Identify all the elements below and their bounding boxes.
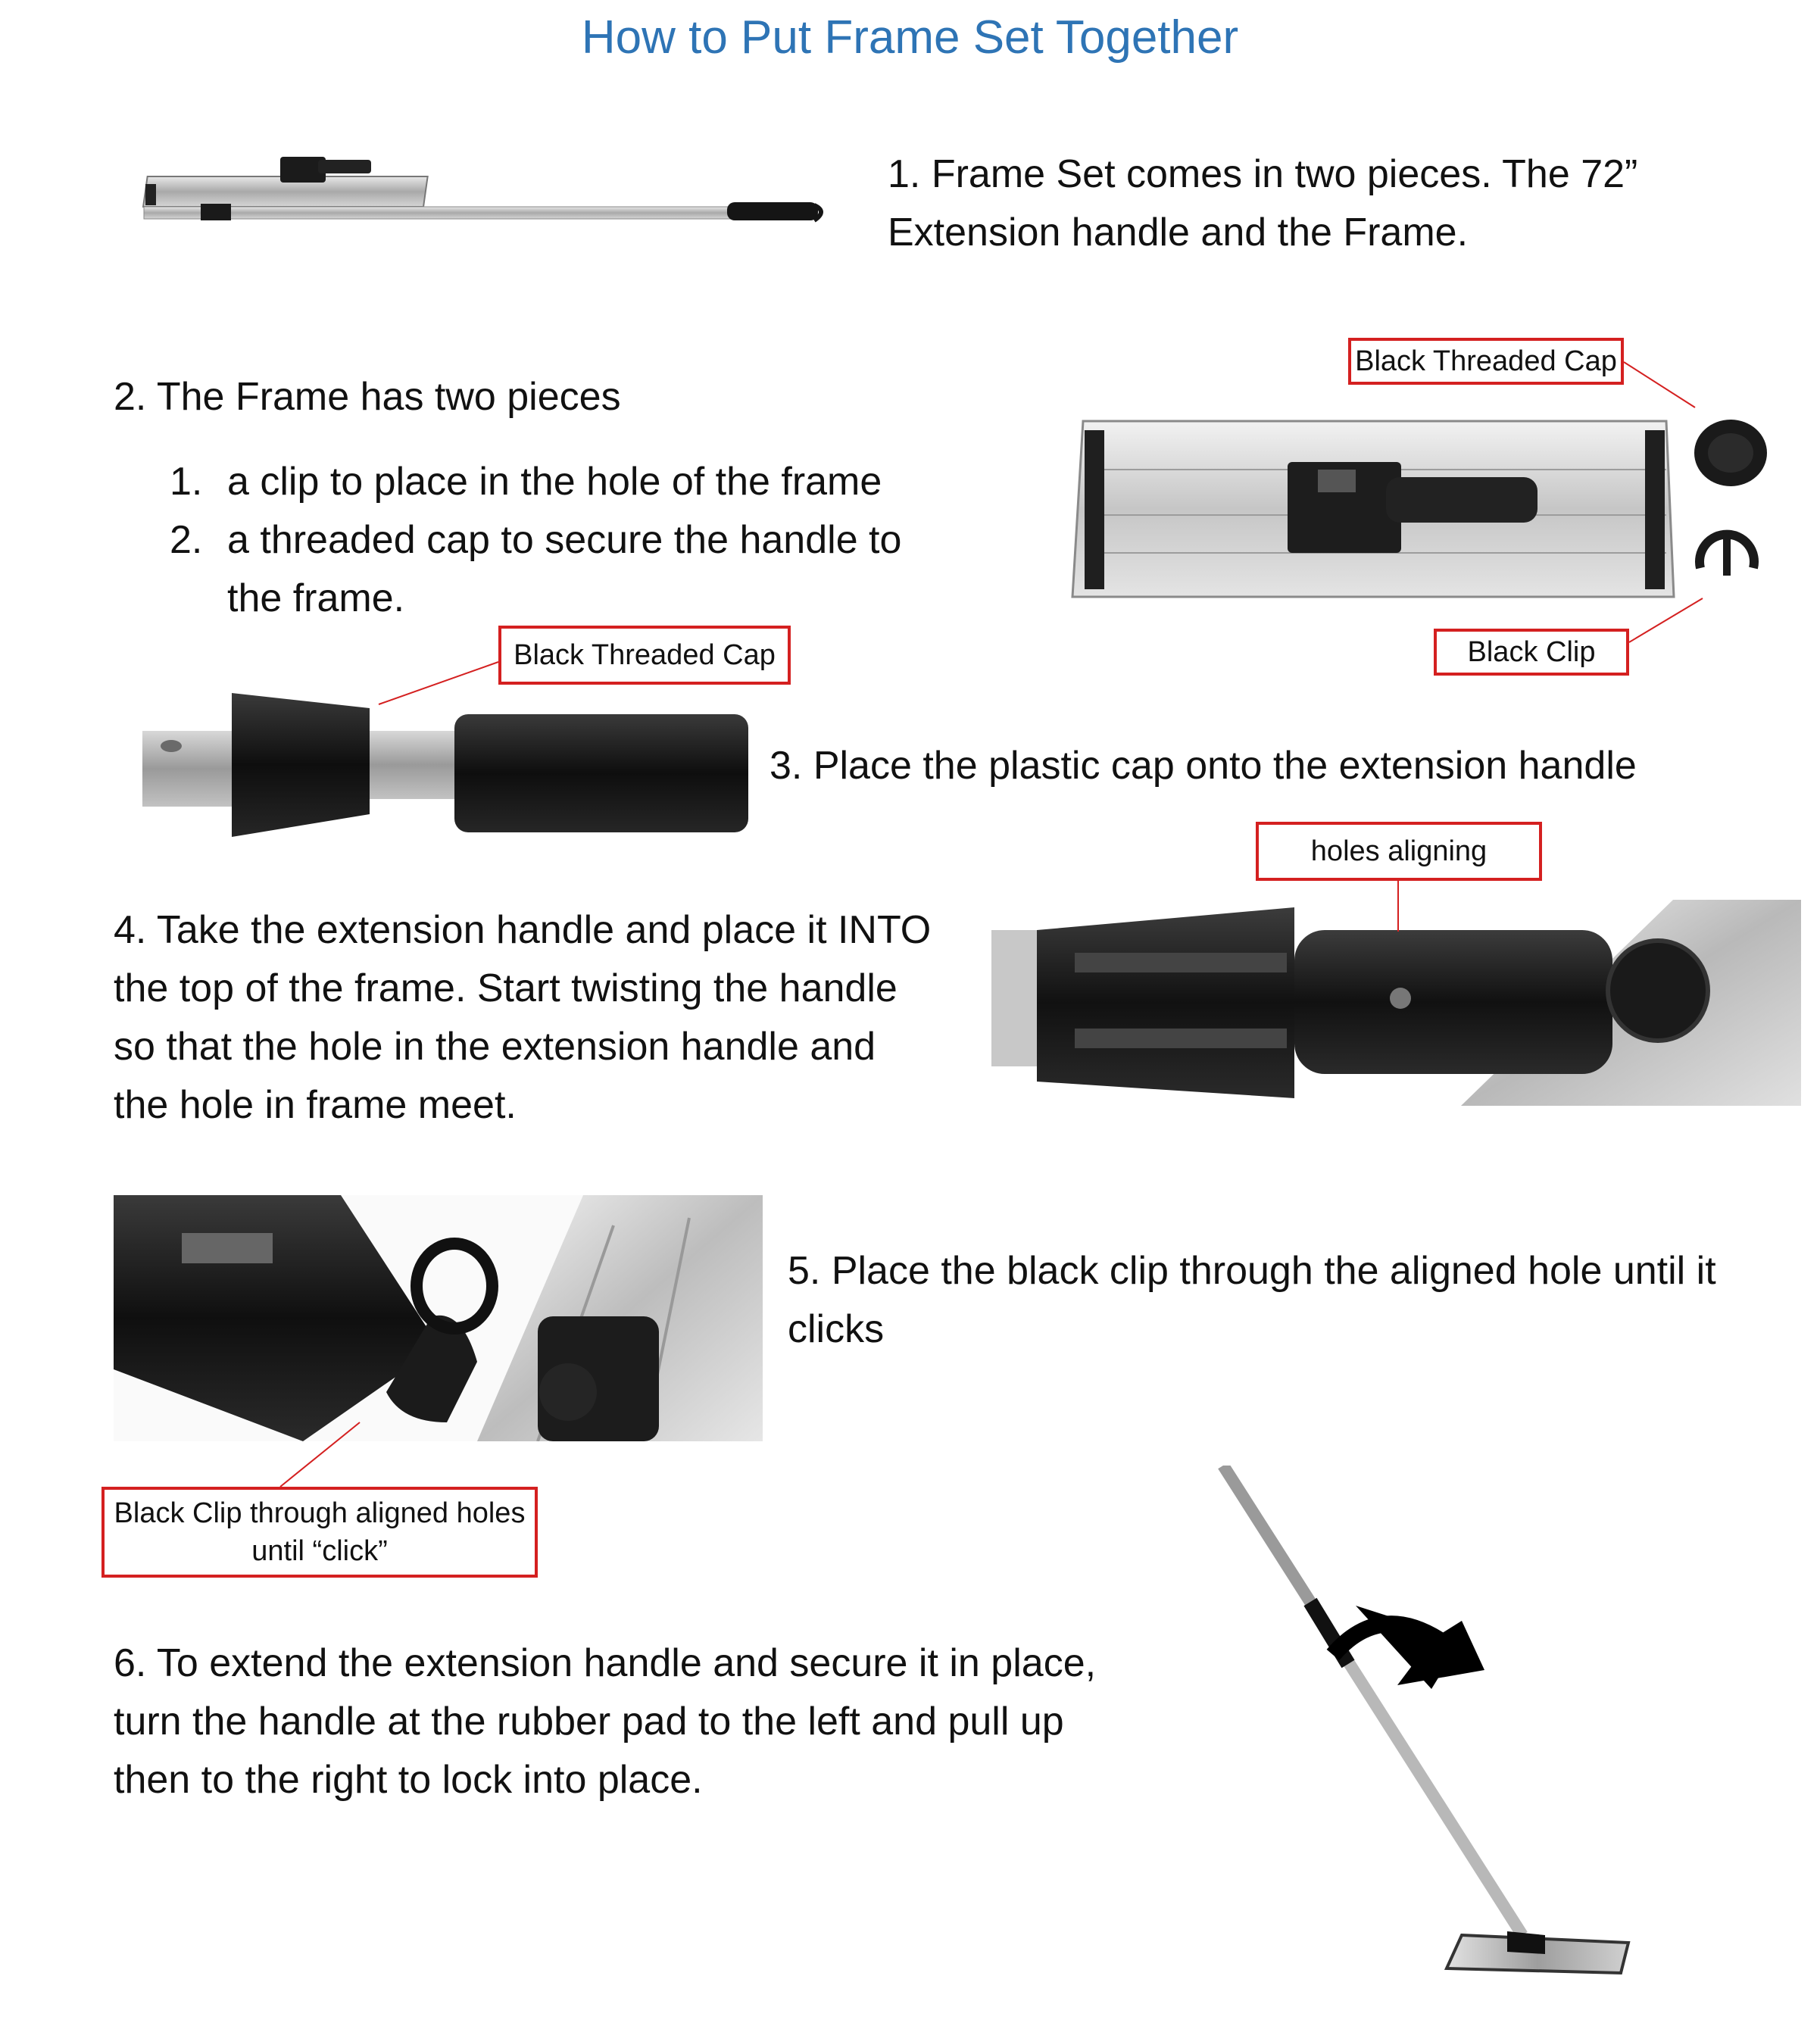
step-1-line-2: Extension handle and the Frame. [888,211,1469,254]
step-6-line-3: then to the right to lock into place. [114,1758,703,1802]
step-5-line-2: clicks [788,1307,885,1351]
list-item-number: 2. [170,518,203,562]
extended-handle-photo [1204,1466,1689,1981]
step-6-line-1: 6. To extend the extension handle and secure it in place, [114,1641,1097,1685]
clip-through-holes-photo [114,1195,763,1441]
frame-pieces-list [170,453,988,628]
page-title: How to Put Frame Set Together [581,11,1239,64]
callout-black-clip: Black Clip [1434,629,1629,676]
list-item-text: a clip to place in the hole of the frame [227,460,882,504]
list-item [170,453,988,511]
step-2-heading: 2. The Frame has two pieces [114,375,621,419]
step-4-line-3: so that the hole in the extension handle and [114,1025,876,1069]
handle-cap-photo [142,685,748,844]
callout-holes-aligning: holes aligning [1256,822,1542,881]
list-item [170,511,988,628]
frame-top-photo [1068,417,1772,606]
list-item-text: a threaded cap to secure the handle to [227,518,902,562]
step-4-line-2: the top of the frame. Start twisting the handle [114,966,898,1010]
callout-line-1: Black Clip through aligned holes [114,1497,526,1529]
callout-line-2: until “click” [251,1535,388,1567]
step-5-line-1: 5. Place the black clip through the aligned hole until it [788,1249,1716,1293]
step-4-line-1: 4. Take the extension handle and place it INTO [114,908,932,952]
callout-black-clip-through-holes [101,1487,538,1578]
list-item-text-cont: the frame. [227,576,405,620]
list-item-number: 1. [170,460,203,504]
frame-set-photo [129,148,848,246]
holes-aligning-photo [991,900,1801,1106]
step-1-line-1: 1. Frame Set comes in two pieces. The 72” [888,152,1638,196]
step-3-text: 3. Place the plastic cap onto the extension handle [770,744,1637,788]
callout-black-threaded-cap-frame: Black Threaded Cap [1348,338,1624,385]
step-4-line-4: the hole in frame meet. [114,1083,517,1127]
step-6-line-2: turn the handle at the rubber pad to the left and pull up [114,1700,1064,1743]
callout-black-threaded-cap-handle: Black Threaded Cap [498,626,791,685]
